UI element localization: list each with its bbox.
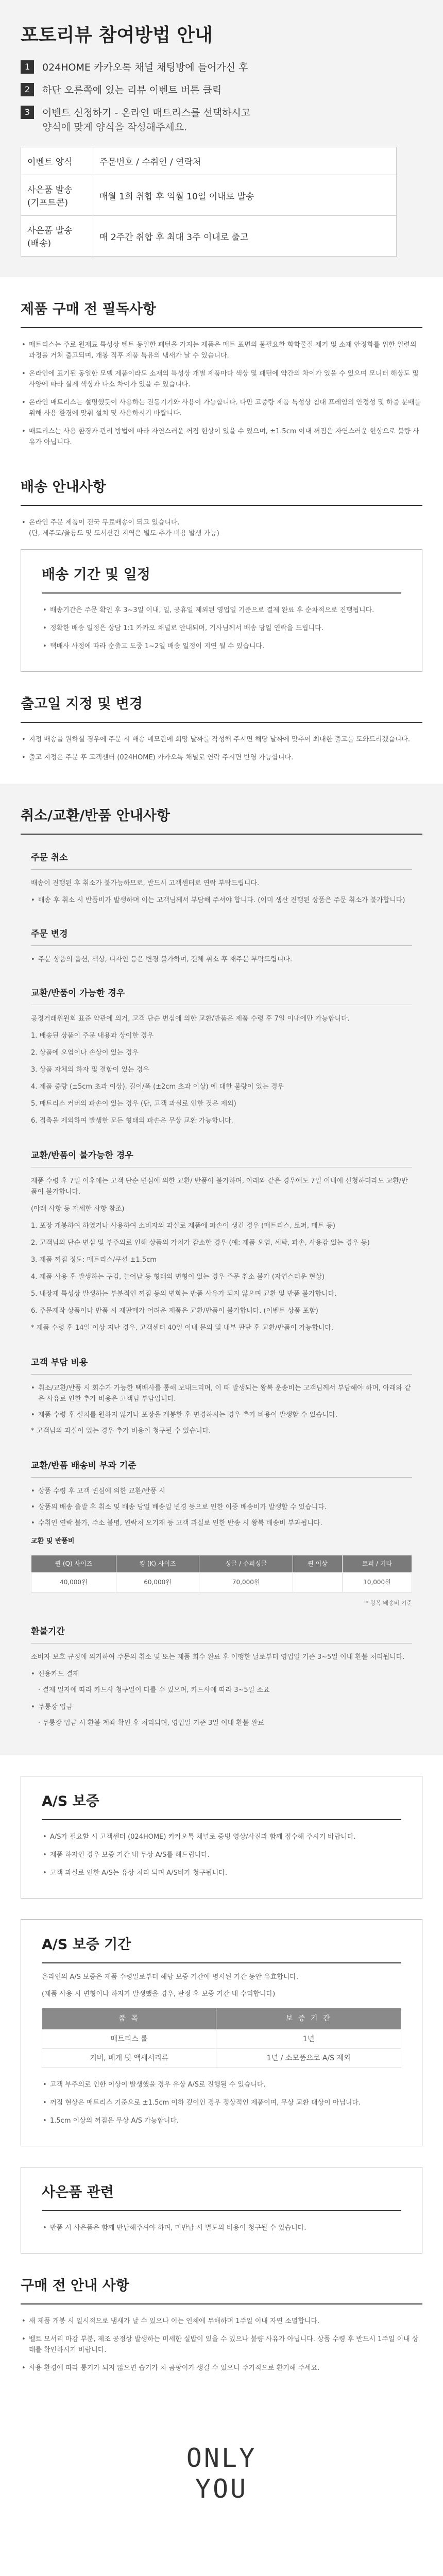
paragraph: 배송이 진행된 후 취소가 불가능하므로, 반드시 고객센터로 연락 부탁드립니다. [31, 879, 260, 887]
table-header: 킹 (K) 사이즈 [116, 1555, 199, 1573]
list-item: • 벨트 모서리 마감 부분, 제조 공정상 발생하는 미세한 실밥이 있을 수 있으나 불량 사유가 아닙니다. 상품 수령 후 반드시 1주일 이내 상태를 확인하시기 바랍니다. [29, 2334, 422, 2355]
shipping-notice-list [0, 506, 443, 539]
refund-title: 환불기간 [31, 1626, 65, 1637]
list-subitem: · 결제 일자에 따라 카드사 청구일이 다를 수 있으며, 카드사에 따라 3~5일 소요 [38, 1686, 270, 1694]
paragraph-note: (제품 사용 시 변형이나 하자가 발생했을 경우, 판정 후 보증 기간 내 수리합니다) [42, 1990, 276, 1998]
brand-logo-line2: YOU [195, 2474, 248, 2504]
table-cell: 1년 [216, 2030, 401, 2049]
brand-logo-line1: ONLY [186, 2443, 257, 2473]
review-event-title: 포토리뷰 참여방법 안내 [21, 25, 213, 46]
list-item: • 사용 환경에 따라 통기가 되지 않으면 습기가 차 곰팡이가 생길 수 있으니 주기적으로 환기해 주세요. [29, 2363, 422, 2374]
shipping-notice-title: 배송 안내사항 [21, 479, 106, 495]
list-item: • 무통장 입금 [31, 1702, 412, 1713]
table-row [31, 1573, 412, 1592]
table-row [21, 147, 397, 175]
paragraph-note: * 고객님의 과실이 있는 경우 추가 비용이 청구될 수 있습니다. [31, 1427, 211, 1435]
fee-note: * 왕복 배송비 기준 [365, 1600, 412, 1606]
as-period-box [21, 1919, 422, 2146]
as-list [21, 1820, 422, 1878]
list-item: • 꺼짐 현상은 매트리스 기준으로 ±1.5cm 이하 깊이인 경우 정상적인 제품이며, 무상 교환 대상이 아닙니다. [50, 2097, 401, 2108]
list-item: 6. 접촉을 제외하여 발생한 모든 형태의 파손은 무상 교환 가능합니다. [31, 1117, 233, 1125]
table-cell: 10,000원 [342, 1573, 412, 1592]
possible-title: 교환/반품이 가능한 경우 [31, 988, 125, 998]
table-header: 토퍼 / 기타 [342, 1555, 412, 1573]
list-item-note: (단, 제주도/울릉도 및 도서산간 지역은 별도 추가 비용 발생 가능) [29, 530, 219, 537]
delivery-period-list [21, 594, 422, 652]
change-body [21, 946, 422, 965]
fee-table [31, 1555, 412, 1592]
notice-section [0, 2253, 443, 2374]
table-header: 품 목 [42, 2008, 216, 2030]
table-label: 이벤트 양식 [21, 147, 93, 175]
list-item: • 반품 시 사은품은 함께 반납해주셔야 하며, 미반납 시 별도의 비용이 청구될 수 있습니다. [50, 2223, 401, 2233]
notice-list [0, 2304, 443, 2374]
delivery-period-title: 배송 기간 및 일정 [42, 567, 150, 583]
table-value: 매월 1회 취합 후 익월 10일 이내로 발송 [93, 175, 397, 216]
paragraph-note: (아래 사항 등 자세한 사항 참조) [31, 1205, 125, 1213]
shipping-cost-title: 고객 부담 비용 [31, 1358, 88, 1368]
list-item: 5. 내장재 특성상 발생하는 부분적인 꺼짐 등의 변화는 반품 사유가 되지 않으며 교환 및 반품 불가합니다. [31, 1290, 337, 1298]
refund-body [21, 1643, 422, 1728]
paragraph: 소비자 보호 규정에 의거하여 주문의 취소 및 또는 제품 회수 완료 후 이행한 날로부터 영업일 기준 3~5일 이내 환불 처리됩니다. [31, 1653, 405, 1661]
fee-title: 교환/반품 배송비 부과 기준 [31, 1461, 137, 1471]
table-header-row [31, 1555, 412, 1573]
step-text: 024HOME 카카오톡 채널 채팅방에 들어가신 후 [42, 62, 248, 73]
list-item: • 고객 부주의로 인한 이상이 발생했을 경우 유상 A/S로 진행될 수 있습니다. [50, 2079, 401, 2090]
list-item: 4. 제품 중량 (±5cm 초과 이상), 길이/폭 (±2cm 초과 이상) 에 대한 불량이 있는 경우 [31, 1083, 284, 1091]
policy-title: 취소/교환/반품 안내사항 [21, 808, 170, 824]
table-row [42, 2049, 401, 2068]
list-item: • 택배사 사정에 따라 순출고 도중 1~2일 배송 일정이 지연 될 수 있습니다. [50, 641, 401, 652]
list-item: 4. 제품 사용 후 발생하는 구김, 늘어남 등 형태의 변형이 있는 경우 주문 취소 불가 (자연스러운 현상) [31, 1273, 325, 1281]
list-item: • 주문 상품의 옵션, 색상, 디자인 등은 변경 불가하며, 전체 취소 후 재주문 부탁드립니다. [31, 954, 412, 965]
table-label: 사은품 발송 (배송) [21, 216, 93, 257]
list-item [29, 517, 422, 539]
list-item: • 지정 배송을 원하실 경우에 주문 시 배송 메모란에 희망 날짜를 작성해 주시면 해당 날짜에 맞추어 최대한 출고를 도와드리겠습니다. [29, 734, 422, 745]
notice-title: 구매 전 안내 사항 [21, 2278, 129, 2294]
list-item: • 정확한 배송 일정은 상담 1:1 카카오 채널로 안내되며, 기사님께서 배송 당일 연락을 드립니다. [50, 623, 401, 634]
list-item: 5. 매트리스 커버의 파손이 있는 경우 (단, 고객 과실로 인한 것은 제외) [31, 1100, 236, 1108]
table-cell: 40,000원 [31, 1573, 116, 1592]
impossible-title: 교환/반품이 불가능한 경우 [31, 1150, 133, 1161]
list-item: 1. 포장 개봉하여 하였거나 사용하여 소비자의 과실로 제품에 파손이 생긴 경우 (매트리스, 토퍼, 매트 등) [31, 1222, 335, 1230]
as-period-body [21, 1963, 422, 2068]
list-item: • 출고 지정은 주문 후 고객센터 (024HOME) 카카오톡 채널로 연락 주시면 반영 가능합니다. [29, 752, 422, 763]
table-cell: 커버, 베개 및 액세서리류 [42, 2049, 216, 2068]
care-title: 제품 구매 전 필독사항 [21, 301, 156, 317]
step-2 [21, 83, 443, 97]
table-header: 보 증 기 간 [216, 2008, 401, 2030]
table-cell: 60,000원 [116, 1573, 199, 1592]
fee-body [21, 1478, 422, 1608]
list-item: • A/S가 필요할 시 고객센터 (024HOME) 카카오톡 채널로 증빙 영상/사진과 함께 접수해 주시기 바랍니다. [50, 1832, 401, 1842]
review-event-section [0, 0, 443, 277]
change-title: 주문 변경 [31, 929, 68, 939]
fee-table-title: 교환 및 반품비 [31, 1537, 75, 1545]
table-row [42, 2030, 401, 2049]
list-item: • 1.5cm 이상의 꺼짐은 무상 A/S 가능합니다. [50, 2115, 401, 2126]
list-item: • 매트리스는 사용 환경과 관리 방법에 따라 자연스러운 꺼짐 현상이 있을 수 있으며, ±1.5cm 이내 꺼짐은 자연스러운 현상으로 불량 사유가 아닙니다. [29, 426, 422, 448]
care-list [0, 328, 443, 448]
event-info-table [21, 147, 397, 257]
impossible-body [21, 1167, 422, 1333]
step-number: 2 [21, 83, 34, 96]
step-text-main: 이벤트 신청하기 - 온라인 매트리스를 선택하시고 [42, 107, 251, 118]
table-value: 매 2주간 취합 후 최대 3주 이내로 출고 [93, 216, 397, 257]
gift-title: 사은품 관련 [42, 2184, 114, 2200]
step-1 [21, 60, 443, 75]
list-item: • 온라인 매트리스는 설명했듯이 사용하는 전동기기와 사용이 가능합니다. 다만 고중량 제품 특성상 침대 프레임의 안정성 및 하중 분배를 위해 사용 환경에 맞춰 설치 및 사용하시기 바랍니다. [29, 397, 422, 419]
delivery-period-box [21, 549, 422, 672]
cancel-body [21, 870, 422, 906]
step-text-sub: 양식에 맞게 양식을 작성해주세요. [42, 122, 188, 133]
gift-list [21, 2211, 422, 2233]
list-item: 3. 제품 꺼짐 정도: 매트리스/쿠션 ±1.5cm [31, 1256, 157, 1264]
list-item: • 온라인에 표기된 동일한 모델 제품이라도 소재의 특성상 개별 제품마다 색상 및 패턴에 약간의 차이가 있을 수 있으며 모니터 해상도 및 사양에 따라 실제 색상과 다소 차이가 있을 수 있습니다. [29, 368, 422, 390]
step-3 [21, 106, 443, 134]
list-item: • 배송기간은 주문 확인 후 3~3일 이내, 일, 공휴일 제외된 영업일 기준으로 결제 완료 후 순차적으로 진행됩니다. [50, 605, 401, 616]
list-item: • 수취인 연락 불가, 주소 불명, 연락처 오기재 등 고객 과실로 인한 반송 시 왕복 배송비 부과됩니다. [31, 1518, 412, 1529]
as-period-table [42, 2008, 401, 2068]
list-item: • 제품 수령 후 설치를 원하지 않거나 포장을 개봉한 후 변경하시는 경우 추가 비용이 발생할 수 있습니다. [31, 1410, 412, 1420]
gift-box [21, 2167, 422, 2253]
table-header: 퀸 (Q) 사이즈 [31, 1555, 116, 1573]
brand-logo [0, 2381, 443, 2530]
policy-section [0, 784, 443, 1755]
table-header-row [42, 2008, 401, 2030]
table-label: 사은품 발송 (기프트콘) [21, 175, 93, 216]
list-item: • 취소/교환/반품 시 회수가 가능한 택배사를 통해 보내드리며, 이 때 발생되는 왕복 운송비는 고객님께서 부담해야 하며, 아래와 같은 사유로 인한 추가 비용은 고객님 부담입니다. [31, 1383, 412, 1404]
table-cell [293, 1573, 343, 1592]
list-item: 1. 배송된 상품이 주문 내용과 상이한 경우 [31, 1032, 154, 1040]
list-item: 2. 상품에 오염이나 손상이 있는 경우 [31, 1049, 139, 1057]
care-section [0, 277, 443, 448]
step-text [42, 106, 250, 134]
list-item: • 신용카드 결제 [31, 1669, 412, 1680]
list-item: • 상품의 배송 출발 후 취소 및 배송 당일 배송일 변경 등으로 인한 이중 배송비가 발생할 수 있습니다. [31, 1502, 412, 1513]
as-title: A/S 보증 [42, 1793, 99, 1809]
step-text: 하단 오른쪽에 있는 리뷰 이벤트 버튼 클릭 [42, 84, 222, 96]
step-number: 1 [21, 60, 34, 74]
list-item: • 새 제품 개봉 시 일시적으로 냄새가 날 수 있으나 이는 인체에 무해하며 1주일 이내 자연 소멸합니다. [29, 2316, 422, 2327]
shipping-cost-body [21, 1375, 422, 1436]
release-section [0, 672, 443, 763]
table-row [21, 216, 397, 257]
as-period-title: A/S 보증 기간 [42, 1937, 131, 1953]
table-row [21, 175, 397, 216]
possible-body [21, 1005, 422, 1126]
paragraph: 온라인의 A/S 보증은 제품 수령일로부터 해당 보증 기간에 명시된 기간 동안 유효합니다. [42, 1973, 299, 1981]
table-header: 퀸 이상 [293, 1555, 343, 1573]
release-list [0, 723, 443, 763]
table-header: 싱글 / 슈퍼싱글 [199, 1555, 293, 1573]
list-item: • 고객 과실로 인한 A/S는 유상 처리 되며 A/S비가 청구됩니다. [50, 1868, 401, 1878]
as-box [21, 1776, 422, 1899]
release-title: 출고일 지정 및 변경 [21, 696, 143, 712]
paragraph-note: * 제품 수령 후 14일 이상 지난 경우, 고객센터 40일 이내 문의 및 내부 판단 후 교환/반품이 가능합니다. [31, 1324, 334, 1332]
list-subitem: · 무통장 입금 시 환불 계좌 확인 후 처리되며, 영업일 기준 3일 이내 환불 완료 [38, 1719, 264, 1727]
list-item: • 제품 하자인 경우 보증 기간 내 무상 A/S를 해드립니다. [50, 1850, 401, 1860]
list-item: • 매트리스는 주로 원재료 특성상 텐트 동일한 패턴을 가지는 제품은 매트 표면의 불필요한 화학물질 제거 및 소재 안정화를 위한 일련의 과정을 거쳐 출고되며, 개봉 직후 제품 특유의 냄새가 날 수 있습니다. [29, 340, 422, 361]
list-item: • 배송 후 취소 시 반품비가 발생하며 이는 고객님께서 부담해 주셔야 합니다. (이미 생산 진행된 상품은 주문 취소가 불가합니다) [31, 895, 412, 906]
step-number: 3 [21, 106, 34, 119]
list-item: 2. 고객님의 단순 변심 및 부주의로 인해 상품의 가치가 감소한 경우 (예: 제품 오염, 세탁, 파손, 사용감 있는 경우 등) [31, 1239, 370, 1247]
list-item: 6. 주문제작 상품이나 반품 시 재판매가 어려운 제품은 교환/반품이 불가합니다. (이벤트 상품 포함) [31, 1307, 318, 1315]
table-cell: 1년 / 소모품으로 A/S 제외 [216, 2049, 401, 2068]
list-item: 3. 상품 자체의 하자 및 결함이 있는 경우 [31, 1066, 149, 1074]
table-cell: 70,000원 [199, 1573, 293, 1592]
paragraph: 제품 수령 후 7일 이후에는 고객 단순 변심에 의한 교환/ 반품이 불가하며, 아래와 같은 경우에도 7일 이내에 신청하더라도 교환/반품이 불가합니다. [31, 1177, 408, 1196]
list-item-text: 온라인 주문 제품이 전국 무료배송이 되고 있습니다. [29, 519, 180, 527]
table-cell: 매트리스 롤 [42, 2030, 216, 2049]
list-item: • 상품 수령 후 고객 변심에 의한 교환/반품 시 [31, 1486, 412, 1497]
table-value: 주문번호 / 수취인 / 연락처 [93, 147, 397, 175]
paragraph: 공정거래위원회 표준 약관에 의거, 고객 단순 변심에 의한 교환/반품은 제품 수령 후 7일 이내에만 가능합니다. [31, 1015, 350, 1023]
cancel-title: 주문 취소 [31, 853, 68, 863]
shipping-notice-section [0, 455, 443, 539]
as-period-list [21, 2068, 422, 2126]
policy-body [21, 835, 422, 1728]
